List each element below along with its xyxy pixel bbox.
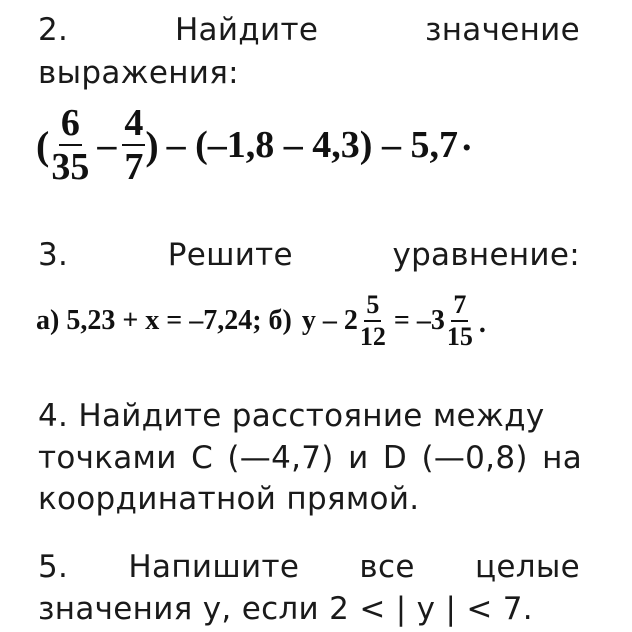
close-paren: ) <box>145 122 159 168</box>
expression-remainder: – (–1,8 – 4,3) – 5,7 <box>166 124 458 166</box>
equation-a: а) 5,23 + x = –7,24; б) <box>36 305 292 336</box>
point-d-coord: (—0,8) <box>421 440 528 476</box>
problem-2-number: 2. <box>38 12 69 48</box>
point-c-coord: (—4,7) <box>227 440 334 476</box>
fraction-numerator: 5 <box>364 292 381 322</box>
word: точками <box>38 440 177 476</box>
minus-sign: – <box>97 124 117 166</box>
problem-5-number: 5. <box>38 549 69 585</box>
equation-b-equals: = –3 <box>393 305 445 336</box>
problem-2-heading-line2: выражения: <box>38 55 239 91</box>
fraction-5-12 <box>358 292 388 350</box>
word: и <box>348 440 369 476</box>
equation-b-left: y – 2 <box>301 305 358 336</box>
problem-4-line2 <box>38 440 582 476</box>
equation-period: . <box>478 308 486 339</box>
point-c-label: C <box>191 440 214 476</box>
problem-2-heading-row <box>38 12 580 48</box>
problem-3-heading-row <box>38 237 580 273</box>
problem-2-expression <box>36 104 471 186</box>
problem-3-equations <box>36 292 486 350</box>
fraction-6-35 <box>49 104 91 186</box>
fraction-numerator: 7 <box>451 292 468 322</box>
problem-2-word-value: значение <box>424 12 580 48</box>
fraction-denominator: 7 <box>124 146 144 188</box>
fraction-denominator: 15 <box>446 322 473 351</box>
word: на <box>542 440 582 476</box>
problem-5-line1 <box>38 549 580 585</box>
problem-3-word-solve: Решите <box>167 237 293 273</box>
word: целые <box>474 549 580 585</box>
problem-5-line2: значения y, если 2 < | y | < 7. <box>38 591 533 627</box>
open-paren: ( <box>36 122 50 168</box>
problem-2-word-find: Найдите <box>174 12 319 48</box>
fraction-7-15 <box>445 292 475 350</box>
fraction-numerator: 6 <box>60 102 80 144</box>
expression-period: . <box>461 117 472 159</box>
problem-3-word-equation: уравнение: <box>392 237 580 273</box>
problem-4-line1: 4. Найдите расстояние между <box>38 398 545 434</box>
fraction-numerator: 4 <box>124 102 144 144</box>
fraction-4-7 <box>122 104 145 186</box>
fraction-denominator: 12 <box>359 322 386 351</box>
word: Напишите <box>128 549 300 585</box>
word: все <box>359 549 415 585</box>
point-d-label: D <box>382 440 408 476</box>
fraction-denominator: 35 <box>51 146 90 188</box>
problem-4-line3: координатной прямой. <box>38 481 420 517</box>
problem-3-number: 3. <box>38 237 69 273</box>
